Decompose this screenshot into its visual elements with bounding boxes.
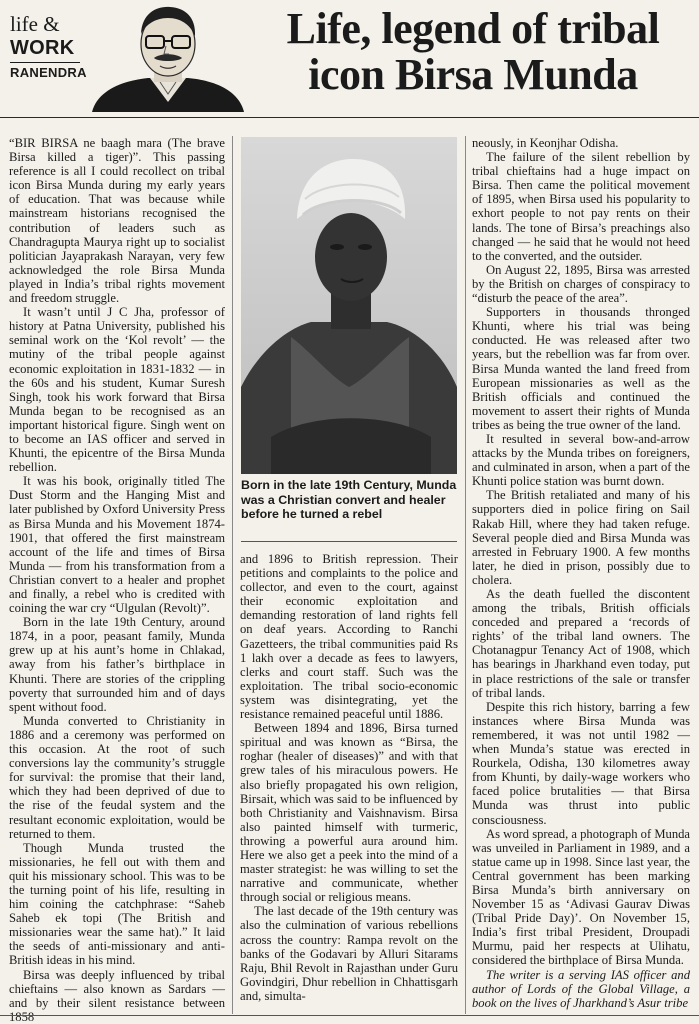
paragraph: Between 1894 and 1896, Birsa turned spiritual and was known as “Birsa, the roghar (healer of diseases)” and with that grew tales of his miraculous powers. He also briefly propagated his own religion, Birsait, which was said to be influenced by both Christianity and Vaishnavism. Birsa also painted himself with turmeric, throwing a powerful aura around him. Here we also get a peek into the mind of a master strategist: he was willing to set the narrative and communicate, whether through social or religious means. (240, 721, 458, 905)
paragraph: As word spread, a photograph of Munda was unveiled in Parliament in 1989, and a statue came up in 1998. Since last year, the Central government has been marking Birsa Munda’s birth anniversary on November 15 as ‘Adivasi Gaurav Diwas (Tribal Pride Day)’. On November 15, India’s first tribal President, Droupadi Murmu, paid her respects at Ulihatu, considered the birthplace of Birsa Munda. (472, 826, 690, 968)
photo-caption: Born in the late 19th Century, Munda was a Christian convert and healer before he turned a rebel (241, 478, 457, 522)
paragraph: neously, in Keonjhar Odisha. (472, 136, 619, 150)
article-column-1 (9, 136, 225, 1024)
article-column-3 (472, 136, 690, 1010)
paragraph: Born in the late 19th Century, around 1874, in a poor, peasant family, Munda grew up at his aunt’s home in Chlakad, away from his father’s birthplace in Khunti. There are stories of the crippling poverty that surrounded him and of days spent without food. (9, 615, 225, 714)
paragraph: Though Munda trusted the missionaries, he fell out with them and quit his missionary school. This was to be the turning point of his life, resulting in him coining the catchphrase: “Saheb Saheb ek topi (The British and missionaries wear the same hat).” It laid the seeds of anti-missionary and anti-British ideas in his mind. (9, 840, 225, 968)
paragraph: It wasn’t until J C Jha, professor of history at Patna University, published his seminal work on the ‘Kol revolt’ — the mutiny of the tribal people against economic exploitation in 1831-1832 — in the 60s and his student, Kumar Suresh Singh, took his work forward that Birsa Munda began to be recognised as an important historical figure. Singh went on to become an IAS officer and served in Khunti, the epicentre of the Birsa Munda rebellion. (9, 305, 225, 475)
paragraph: Despite this rich history, barring a few instances where Birsa Munda was remembered, it was not until 1982 — when Munda’s statue was erected in Rourkela, Odisha, 130 kilometres away from Khunti, by daily-wage workers who faced police brutalities — that Birsa Munda was thrust into public consciousness. (472, 699, 690, 827)
column-divider (465, 136, 466, 1014)
author-byline: The writer is a serving IAS officer and author of Lords of the Global Village, a book on the lives of Jharkhand’s Asur tribe (472, 967, 690, 1010)
paragraph: The British retaliated and many of his supporters died in police firing on Sail Rakab Hill, where they had taken refuge. Several people died and Birsa Munda was arrested in February 1900. A few months later, he died in prison, possibly due to cholera. (472, 488, 690, 587)
paragraph: Supporters in thousands thronged Khunti, where his trial was being conducted. He was released after two years, but the rebellion was far from over. Birsa Munda wanted the land freed from European missionaries as well as the British officials and continued the movement to assert their rights of Munda tribes as being the true owner of the land. (472, 305, 690, 432)
header-divider (0, 117, 699, 118)
paragraph: As the death fuelled the discontent among the tribals, British officials conceded and prepared a ‘records of rights’ of the tribal land owners. The Chotanagpur Tenancy Act of 1908, which has bearings in Jharkhand even today, put in place restrictions of the sale or transfer of tribal lands. (472, 587, 690, 700)
paragraph: The last decade of the 19th century was also the culmination of various rebellions across the country: Rampa revolt on the banks of the Godavari by Alluri Sitarams Raju, Bhil Revolt in Rajasthan under Guru Govindgiri, Dhur rebellion in Chhattisgarh and, simulta- (240, 904, 458, 1003)
section-label: life & (10, 12, 60, 36)
birsa-munda-photograph (241, 137, 457, 474)
paragraph: Birsa was deeply influenced by tribal chieftains — also known as Sardars — and by their silent resistance between 1858 (9, 967, 225, 1024)
caption-divider (241, 541, 457, 542)
article-headline: Life, legend of tribal icon Birsa Munda (286, 4, 660, 99)
paragraph: and 1896 to British repression. Their petitions and complaints to the police and collector, and even to the court, against their economic exploitation and demanding restoration of land rights fell on deaf years. According to Ranchi Gazetteers, the tribal communities paid Rs 1 lakh over a decade as fees to lawyers, clerks and court staff. Such was the exploitation. The tribal socio-economic system was disintegrating, yet the resistance remained peaceful until 1886. (240, 552, 458, 722)
section-label-work: WORK (10, 37, 75, 59)
paragraph: Munda converted to Christianity in 1886 and a ceremony was performed on this occasion. At the root of such conversions lay the community’s struggle for survival: the promise that their land, which they had been deprived of due to the rise of the feudal system and the resultant economic exploitation, would be returned to them. (9, 713, 225, 841)
article-column-2 (240, 552, 458, 1003)
paragraph: It resulted in several bow-and-arrow attacks by the Munda tribes on foreigners, and culminated in arson, when a part of the Khunti police station was burnt down. (472, 431, 690, 489)
section-kicker (10, 14, 87, 79)
paragraph: It was his book, originally titled The Dust Storm and the Hanging Mist and later published by Oxford University Press as Birsa Munda and his Movement 1874-1901, that offered the first mainstream account of the life and times of Birsa Munda — from his transformation from a Christian convert to a healer and prophet and finally, a rebel who is credited with coining the war cry “Ulgulan (Revolt)”. (9, 474, 225, 616)
author-name: RANENDRA (10, 65, 87, 80)
paragraph: On August 22, 1895, Birsa was arrested by the British on charges of conspiracy to “disturb the peace of the area”. (472, 262, 690, 306)
paragraph: “BIR BIRSA ne baagh mara (The brave Birsa killed a tiger)”. This passing reference is all I could recollect on tribal icon Birsa Munda during my early years of education. That was because while mainstream historians recognised the contribution of leaders such as Chandragupta Maurya right up to socialist politician Jayaprakash Narayan, very few acknowledged the role Birsa Munda played in India’s tribal rights movement and freedom struggle. (9, 136, 225, 306)
article-header (0, 0, 699, 116)
paragraph: The failure of the silent rebellion by tribal chieftains had a huge impact on Birsa. Then came the political movement of 1895, when Birsa used his popularity to exhort people to not pay rents on their lands. The tone of Birsa’s preachings also changed — he said that he would not heed to the converted, and the outsider. (472, 150, 690, 263)
column-divider (232, 136, 233, 1014)
kicker-divider (10, 62, 80, 63)
page-bottom-divider (0, 1015, 699, 1016)
author-portrait-illustration (88, 4, 248, 112)
